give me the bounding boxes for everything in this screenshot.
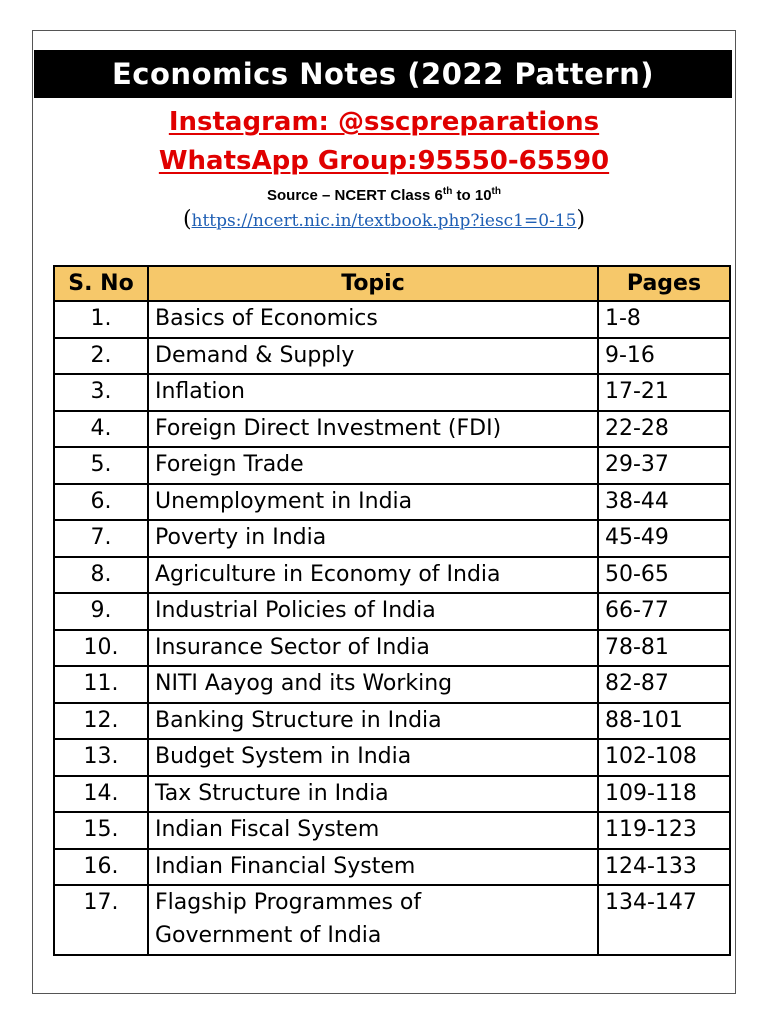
header-sno: S. No: [54, 266, 148, 301]
row-topic: Basics of Economics: [148, 301, 598, 338]
row-sno: 13.: [54, 739, 148, 776]
row-topic: Foreign Direct Investment (FDI): [148, 411, 598, 448]
row-pages: 102-108: [598, 739, 730, 776]
row-pages: 82-87: [598, 666, 730, 703]
row-topic: NITI Aayog and its Working: [148, 666, 598, 703]
instagram-line: [0, 104, 768, 140]
row-sno: 12.: [54, 703, 148, 740]
row-sno: 9.: [54, 593, 148, 630]
row-sno: 10.: [54, 630, 148, 667]
table-row: [54, 666, 730, 703]
table-row: [54, 338, 730, 375]
row-topic: Tax Structure in India: [148, 776, 598, 813]
table-row: [54, 484, 730, 521]
table-row: [54, 885, 730, 955]
row-topic: [148, 885, 598, 955]
row-topic: Agriculture in Economy of India: [148, 557, 598, 594]
source-line: [0, 181, 768, 207]
open-paren: (: [182, 207, 192, 232]
table-row: [54, 301, 730, 338]
row-topic: Demand & Supply: [148, 338, 598, 375]
whatsapp-text[interactable]: WhatsApp Group:95550-65590: [158, 146, 610, 176]
row-topic: Inflation: [148, 374, 598, 411]
row-sno: 14.: [54, 776, 148, 813]
row-sno: 11.: [54, 666, 148, 703]
table-row: [54, 593, 730, 630]
whatsapp-line: [0, 143, 768, 179]
row-pages: 124-133: [598, 849, 730, 886]
row-topic: Insurance Sector of India: [148, 630, 598, 667]
row-pages: 78-81: [598, 630, 730, 667]
row-pages: 1-8: [598, 301, 730, 338]
row-sno: 4.: [54, 411, 148, 448]
row-sno: 8.: [54, 557, 148, 594]
source-prefix: Source – NCERT Class 6: [267, 187, 443, 204]
row-pages: 109-118: [598, 776, 730, 813]
row-sno: 6.: [54, 484, 148, 521]
row-pages: 38-44: [598, 484, 730, 521]
row-topic: Poverty in India: [148, 520, 598, 557]
contents-table: [53, 265, 731, 956]
close-paren: ): [576, 207, 586, 232]
row-sno: 7.: [54, 520, 148, 557]
source-sup-2: th: [491, 186, 501, 197]
row-pages: 119-123: [598, 812, 730, 849]
instagram-text[interactable]: Instagram: @sscpreparations: [168, 107, 600, 137]
ncert-link[interactable]: https://ncert.nic.in/textbook.php?iesc1=0-15: [191, 211, 577, 231]
table-row: [54, 849, 730, 886]
row-topic: Indian Financial System: [148, 849, 598, 886]
table-row: [54, 447, 730, 484]
row-topic: Indian Fiscal System: [148, 812, 598, 849]
table-row: [54, 411, 730, 448]
row-pages: 66-77: [598, 593, 730, 630]
row-sno: 16.: [54, 849, 148, 886]
row-pages: 134-147: [598, 885, 730, 955]
table-row: [54, 812, 730, 849]
table-row: [54, 703, 730, 740]
link-line: [0, 206, 768, 235]
row-sno: 17.: [54, 885, 148, 955]
page-title: Economics Notes (2022 Pattern): [34, 50, 732, 98]
source-sup-1: th: [442, 186, 453, 197]
row-sno: 15.: [54, 812, 148, 849]
row-pages: 17-21: [598, 374, 730, 411]
source-middle: to 10: [452, 187, 492, 204]
row-pages: 29-37: [598, 447, 730, 484]
row-topic: Banking Structure in India: [148, 703, 598, 740]
row-sno: 5.: [54, 447, 148, 484]
row-pages: 22-28: [598, 411, 730, 448]
row-pages: 9-16: [598, 338, 730, 375]
row-topic: Foreign Trade: [148, 447, 598, 484]
row-sno: 2.: [54, 338, 148, 375]
header-pages: Pages: [598, 266, 730, 301]
table-row: [54, 557, 730, 594]
row-topic: Unemployment in India: [148, 484, 598, 521]
row-sno: 1.: [54, 301, 148, 338]
row-pages: 50-65: [598, 557, 730, 594]
table-row: [54, 630, 730, 667]
table-row: [54, 776, 730, 813]
table-row: [54, 520, 730, 557]
row-pages: 88-101: [598, 703, 730, 740]
row-topic: Budget System in India: [148, 739, 598, 776]
header-topic: Topic: [148, 266, 598, 301]
table-row: [54, 739, 730, 776]
row-topic-line-2: Government of India: [155, 923, 382, 948]
row-topic-line-1: Flagship Programmes of: [155, 890, 422, 915]
row-sno: 3.: [54, 374, 148, 411]
table-header-row: [54, 266, 730, 301]
row-topic: Industrial Policies of India: [148, 593, 598, 630]
table-row: [54, 374, 730, 411]
row-pages: 45-49: [598, 520, 730, 557]
